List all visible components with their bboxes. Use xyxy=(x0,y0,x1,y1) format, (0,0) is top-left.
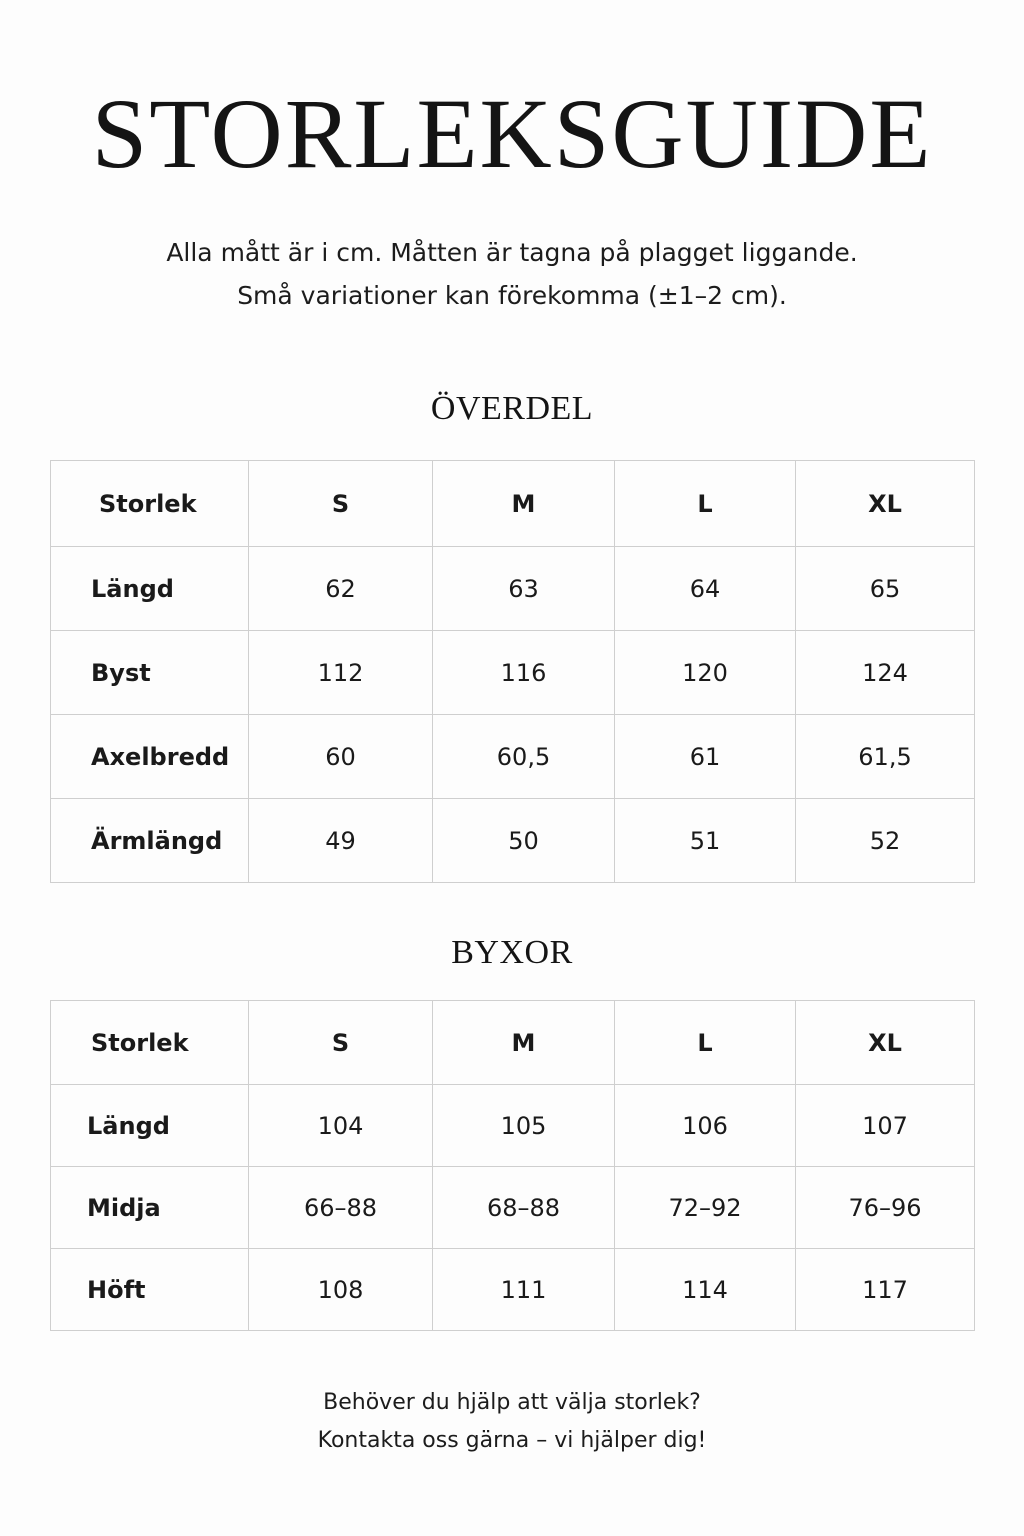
table-cell: 111 xyxy=(433,1249,615,1331)
table-cell: 105 xyxy=(433,1085,615,1167)
intro-line-1: Alla mått är i cm. Måtten är tagna på plagget liggande. xyxy=(166,238,858,267)
table-header-row xyxy=(51,461,975,547)
header-cell-l: L xyxy=(615,461,796,547)
intro-line-2: Små variationer kan förekomma (±1–2 cm). xyxy=(237,281,787,310)
row-label-hoft: Höft xyxy=(51,1249,249,1331)
table-cell: 68–88 xyxy=(433,1167,615,1249)
footer-line-1: Behöver du hjälp att välja storlek? xyxy=(323,1390,701,1415)
section-title-byxor: BYXOR xyxy=(451,934,573,971)
table-row xyxy=(51,631,975,715)
header-cell-m: M xyxy=(433,1001,615,1085)
row-label-armlangd: Ärmlängd xyxy=(51,799,249,883)
table-row xyxy=(51,715,975,799)
table-cell: 62 xyxy=(249,547,433,631)
table-row xyxy=(51,799,975,883)
table-row xyxy=(51,1167,975,1249)
table-cell: 124 xyxy=(796,631,975,715)
table-cell: 49 xyxy=(249,799,433,883)
footer-line-2: Kontakta oss gärna – vi hjälper dig! xyxy=(317,1428,707,1453)
table-cell: 66–88 xyxy=(249,1167,433,1249)
table-cell: 107 xyxy=(796,1085,975,1167)
row-label-langd: Längd xyxy=(51,1085,249,1167)
header-cell-storlek: Storlek xyxy=(51,1001,249,1085)
row-label-axelbredd: Axelbredd xyxy=(51,715,249,799)
header-cell-s: S xyxy=(249,1001,433,1085)
footer-text xyxy=(0,1384,1024,1460)
table-cell: 108 xyxy=(249,1249,433,1331)
header-cell-storlek: Storlek xyxy=(51,461,249,547)
table-cell: 112 xyxy=(249,631,433,715)
overdel-size-table xyxy=(50,460,975,883)
table-cell: 51 xyxy=(615,799,796,883)
row-label-midja: Midja xyxy=(51,1167,249,1249)
table-cell: 120 xyxy=(615,631,796,715)
table-cell: 63 xyxy=(433,547,615,631)
table-cell: 106 xyxy=(615,1085,796,1167)
header-cell-s: S xyxy=(249,461,433,547)
table-cell: 76–96 xyxy=(796,1167,975,1249)
header-cell-m: M xyxy=(433,461,615,547)
row-label-byst: Byst xyxy=(51,631,249,715)
table-cell: 60,5 xyxy=(433,715,615,799)
table-cell: 117 xyxy=(796,1249,975,1331)
table-cell: 72–92 xyxy=(615,1167,796,1249)
table-cell: 114 xyxy=(615,1249,796,1331)
table-row xyxy=(51,1249,975,1331)
table-cell: 61,5 xyxy=(796,715,975,799)
byxor-size-table xyxy=(50,1000,975,1331)
table-cell: 116 xyxy=(433,631,615,715)
row-label-langd: Längd xyxy=(51,547,249,631)
section-title-overdel: ÖVERDEL xyxy=(430,390,594,427)
table-cell: 50 xyxy=(433,799,615,883)
table-header-row xyxy=(51,1001,975,1085)
table-cell: 60 xyxy=(249,715,433,799)
table-cell: 52 xyxy=(796,799,975,883)
table-row xyxy=(51,547,975,631)
header-cell-xl: XL xyxy=(796,1001,975,1085)
table-row xyxy=(51,1085,975,1167)
header-cell-l: L xyxy=(615,1001,796,1085)
table-cell: 61 xyxy=(615,715,796,799)
intro-text xyxy=(0,231,1024,317)
table-cell: 64 xyxy=(615,547,796,631)
table-cell: 65 xyxy=(796,547,975,631)
header-cell-xl: XL xyxy=(796,461,975,547)
table-cell: 104 xyxy=(249,1085,433,1167)
page-title: STORLEKSGUIDE xyxy=(91,78,933,189)
